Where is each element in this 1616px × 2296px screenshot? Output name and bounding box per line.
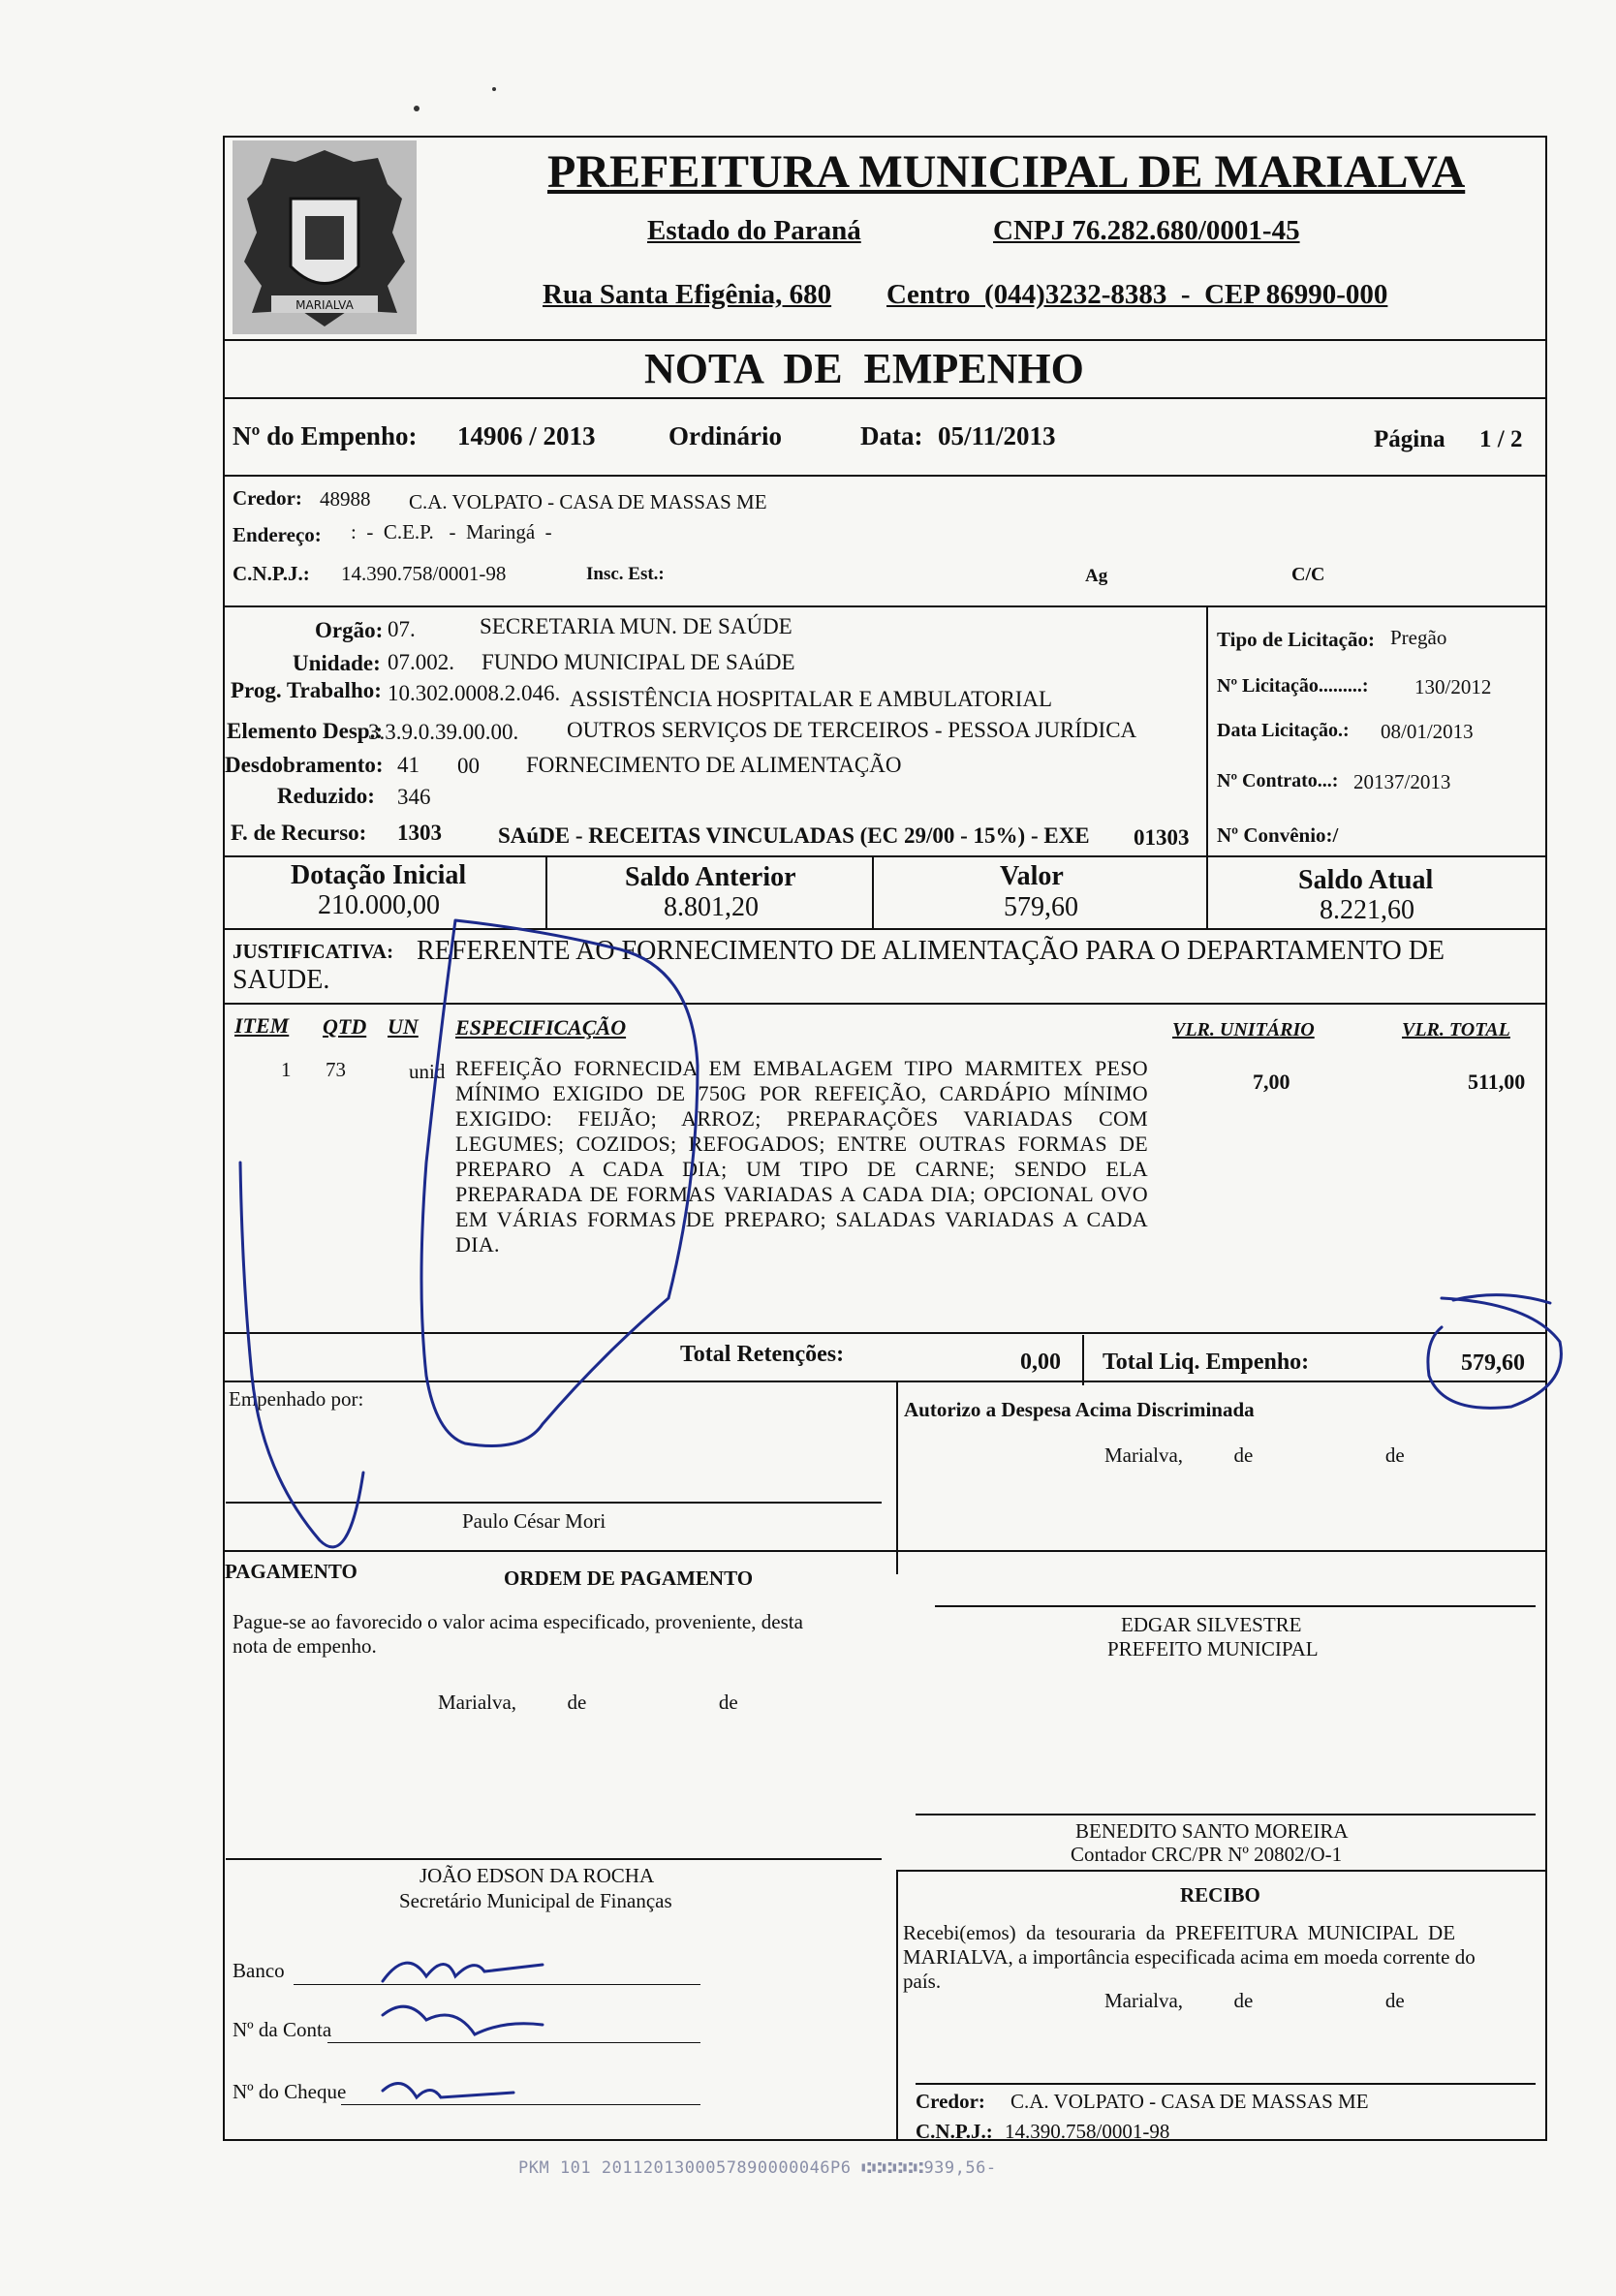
valor-label: Valor xyxy=(1000,861,1064,891)
saldo-anterior-value: 8.801,20 xyxy=(664,892,759,922)
dotacao-label: Dotação Inicial xyxy=(291,860,467,890)
reduzido-label: Reduzido: xyxy=(277,784,375,808)
doc-title: NOTA DE EMPENHO xyxy=(644,345,1084,392)
cnpj-label: C.N.P.J.: xyxy=(233,562,310,585)
contrato-number: 20137/2013 xyxy=(1353,770,1451,793)
col-header-un: UN xyxy=(388,1014,419,1039)
orgao-name: SECRETARIA MUN. DE SAÚDE xyxy=(480,614,792,638)
recibo-cnpj-label: C.N.P.J.: xyxy=(916,2120,993,2143)
empenho-number: 14906 / 2013 xyxy=(457,421,596,450)
elem-label: Elemento Desp.: xyxy=(227,719,383,743)
saldo-anterior-label: Saldo Anterior xyxy=(625,862,796,892)
contador-title: Contador CRC/PR Nº 20802/O-1 xyxy=(1071,1843,1343,1866)
col-header-spec: ESPECIFICAÇÃO xyxy=(455,1015,627,1039)
saldo-atual-label: Saldo Atual xyxy=(1298,865,1434,895)
credor-address: : - C.E.P. - Maringá - xyxy=(351,520,552,543)
street-address: Rua Santa Efigênia, 680 xyxy=(543,279,832,310)
empenhado-label: Empenhado por: xyxy=(229,1387,364,1411)
orgao-code: 07. xyxy=(388,617,416,641)
recurso-label: F. de Recurso: xyxy=(231,821,367,845)
justificativa-line2: SAUDE. xyxy=(233,965,330,995)
dotacao-value: 210.000,00 xyxy=(318,890,440,920)
empenho-date: 05/11/2013 xyxy=(938,421,1056,450)
reduzido-value: 346 xyxy=(397,785,431,809)
convenio-label: Nº Convênio:/ xyxy=(1217,823,1339,847)
credor-code: 48988 xyxy=(320,487,371,511)
page-label: Página xyxy=(1374,426,1445,452)
micr-line: PKM 101 2011201300057890000046P6 ⑆⑆⑆⑆⑆⑆939,56- xyxy=(518,2158,997,2178)
address-contact: Centro (044)3232-8383 - CEP 86990-000 xyxy=(886,279,1388,310)
financas-name: JOÃO EDSON DA ROCHA xyxy=(420,1864,655,1887)
recibo-line1: Recebi(emos) da tesouraria da PREFEITURA MUNICIPAL DE xyxy=(903,1921,1456,1944)
recibo-label: RECIBO xyxy=(1180,1883,1260,1907)
unidade-name: FUNDO MUNICIPAL DE SAúDE xyxy=(482,650,795,674)
cc-label: C/C xyxy=(1291,564,1325,585)
desd-label: Desdobramento: xyxy=(225,753,384,777)
pagamento-label: PAGAMENTO xyxy=(225,1560,357,1583)
ordem-pagamento-label: ORDEM DE PAGAMENTO xyxy=(504,1567,754,1590)
item-qtd: 73 xyxy=(326,1058,346,1081)
orgao-label: Orgão: xyxy=(315,618,384,642)
cheque-label: Nº do Cheque xyxy=(233,2080,347,2103)
recurso-code: 1303 xyxy=(397,821,442,845)
recurso-name: SAúDE - RECEITAS VINCULADAS (EC 29/00 - 15%) - EXE xyxy=(498,823,1090,848)
item-unit: unid xyxy=(409,1060,446,1083)
municipality-cnpj: CNPJ 76.282.680/0001-45 xyxy=(993,215,1300,246)
municipality-title: PREFEITURA MUNICIPAL DE MARIALVA xyxy=(547,146,1466,198)
pague-line2: nota de empenho. xyxy=(233,1634,377,1658)
data-licitacao-label: Data Licitação.: xyxy=(1217,720,1350,741)
desd-name: FORNECIMENTO DE ALIMENTAÇÃO xyxy=(526,753,902,777)
col-header-item: ITEM xyxy=(234,1013,290,1038)
conta-label: Nº da Conta xyxy=(233,2018,332,2041)
recibo-line2: MARIALVA, a importância especificada acima em moeda corrente do xyxy=(903,1945,1476,1969)
col-header-qtd: QTD xyxy=(323,1014,367,1039)
credor-cnpj: 14.390.758/0001-98 xyxy=(341,562,507,585)
item-total-value: 511,00 xyxy=(1468,1070,1526,1094)
svg-text:MARIALVA: MARIALVA xyxy=(295,298,354,312)
retencoes-value: 0,00 xyxy=(1020,1350,1061,1375)
justificativa-label: JUSTIFICATIVA: xyxy=(233,940,394,963)
liq-empenho-value: 579,60 xyxy=(1461,1350,1525,1376)
recibo-line3: país. xyxy=(903,1970,942,1993)
financas-title: Secretário Municipal de Finanças xyxy=(399,1889,672,1912)
recibo-credor-name: C.A. VOLPATO - CASA DE MASSAS ME xyxy=(1010,2090,1369,2113)
empenho-type: Ordinário xyxy=(668,421,783,450)
page-number: 1 / 2 xyxy=(1479,426,1523,452)
prefeito-title: PREFEITO MUNICIPAL xyxy=(1107,1637,1319,1660)
col-header-unit: VLR. UNITÁRIO xyxy=(1172,1019,1315,1040)
saldo-atual-value: 8.221,60 xyxy=(1320,895,1414,925)
item-number: 1 xyxy=(281,1058,292,1081)
autorizo-text: Autorizo a Despesa Acima Discriminada xyxy=(904,1398,1255,1421)
recurso-code2: 01303 xyxy=(1134,825,1190,850)
num-licitacao: 130/2012 xyxy=(1414,675,1492,698)
banco-label: Banco xyxy=(233,1959,285,1982)
recibo-credor-label: Credor: xyxy=(916,2090,985,2113)
data-licitacao: 08/01/2013 xyxy=(1381,720,1474,743)
pagamento-date-line: Marialva, de de xyxy=(438,1691,738,1714)
elem-name: OUTROS SERVIÇOS DE TERCEIROS - PESSOA JURÍDICA xyxy=(567,718,1137,742)
valor-value: 579,60 xyxy=(1004,892,1078,922)
prefeito-name: EDGAR SILVESTRE xyxy=(1121,1613,1302,1636)
credor-name: C.A. VOLPATO - CASA DE MASSAS ME xyxy=(409,490,767,513)
prog-name: ASSISTÊNCIA HOSPITALAR E AMBULATORIAL xyxy=(570,687,1053,711)
pague-line1: Pague-se ao favorecido o valor acima especificado, proveniente, desta xyxy=(233,1610,803,1633)
tipo-licitacao: Pregão xyxy=(1390,626,1447,649)
empenho-date-label: Data: xyxy=(860,421,923,450)
prog-code: 10.302.0008.2.046. xyxy=(388,681,561,705)
insc-label: Insc. Est.: xyxy=(586,564,665,584)
liq-empenho-label: Total Liq. Empenho: xyxy=(1103,1350,1310,1375)
retencoes-label: Total Retenções: xyxy=(680,1342,845,1367)
desd-sub: 00 xyxy=(457,754,480,778)
credor-label: Credor: xyxy=(233,486,302,510)
autorizo-date-line: Marialva, de de xyxy=(1104,1443,1405,1467)
state-name: Estado do Paraná xyxy=(647,215,861,246)
num-licitacao-label: Nº Licitação.........: xyxy=(1217,675,1369,697)
elem-code: 3.3.9.0.39.00.00. xyxy=(368,720,519,744)
empenho-number-label: Nº do Empenho: xyxy=(233,421,418,450)
prog-label: Prog. Trabalho: xyxy=(231,678,382,702)
tipo-licitacao-label: Tipo de Licitação: xyxy=(1217,628,1375,651)
address-label: Endereço: xyxy=(233,523,322,546)
empenhado-name: Paulo César Mori xyxy=(462,1509,606,1533)
item-specification: REFEIÇÃO FORNECIDA EM EMBALAGEM TIPO MARMITEX PESO MÍNIMO EXIGIDO DE 750G POR REFEIÇÃO, CARDÁPIO MÍNIMO EXIGIDO: FEIJÃO; ARROZ; PREPARAÇÕES VARIADAS COM LEGUMES; COZIDOS; REFOGADOS; ENTRE OUTRAS FORMAS DE PREPARO A CADA DIA; UM TIPO DE CARNE; SENDO ELA PREPARADA DE FORMAS VARIADAS A CADA DIA; OPCIONAL OVO EM VÁRIAS FORMAS DE PREPARO; SALADAS VARIADAS A CADA DIA. xyxy=(455,1056,1148,1257)
unidade-code: 07.002. xyxy=(388,650,454,674)
desd-code: 41 xyxy=(397,753,420,777)
col-header-total: VLR. TOTAL xyxy=(1402,1019,1510,1040)
contador-name: BENEDITO SANTO MOREIRA xyxy=(1075,1819,1349,1843)
contrato-label: Nº Contrato...: xyxy=(1217,770,1339,791)
justificativa-line1: REFERENTE AO FORNECIMENTO DE ALIMENTAÇÃO PARA O DEPARTAMENTO DE xyxy=(417,936,1445,966)
recibo-date-line: Marialva, de de xyxy=(1104,1989,1405,2012)
ag-label: Ag xyxy=(1085,566,1108,586)
item-unit-value: 7,00 xyxy=(1253,1070,1290,1094)
unidade-label: Unidade: xyxy=(293,651,381,675)
recibo-cnpj: 14.390.758/0001-98 xyxy=(1005,2120,1170,2143)
